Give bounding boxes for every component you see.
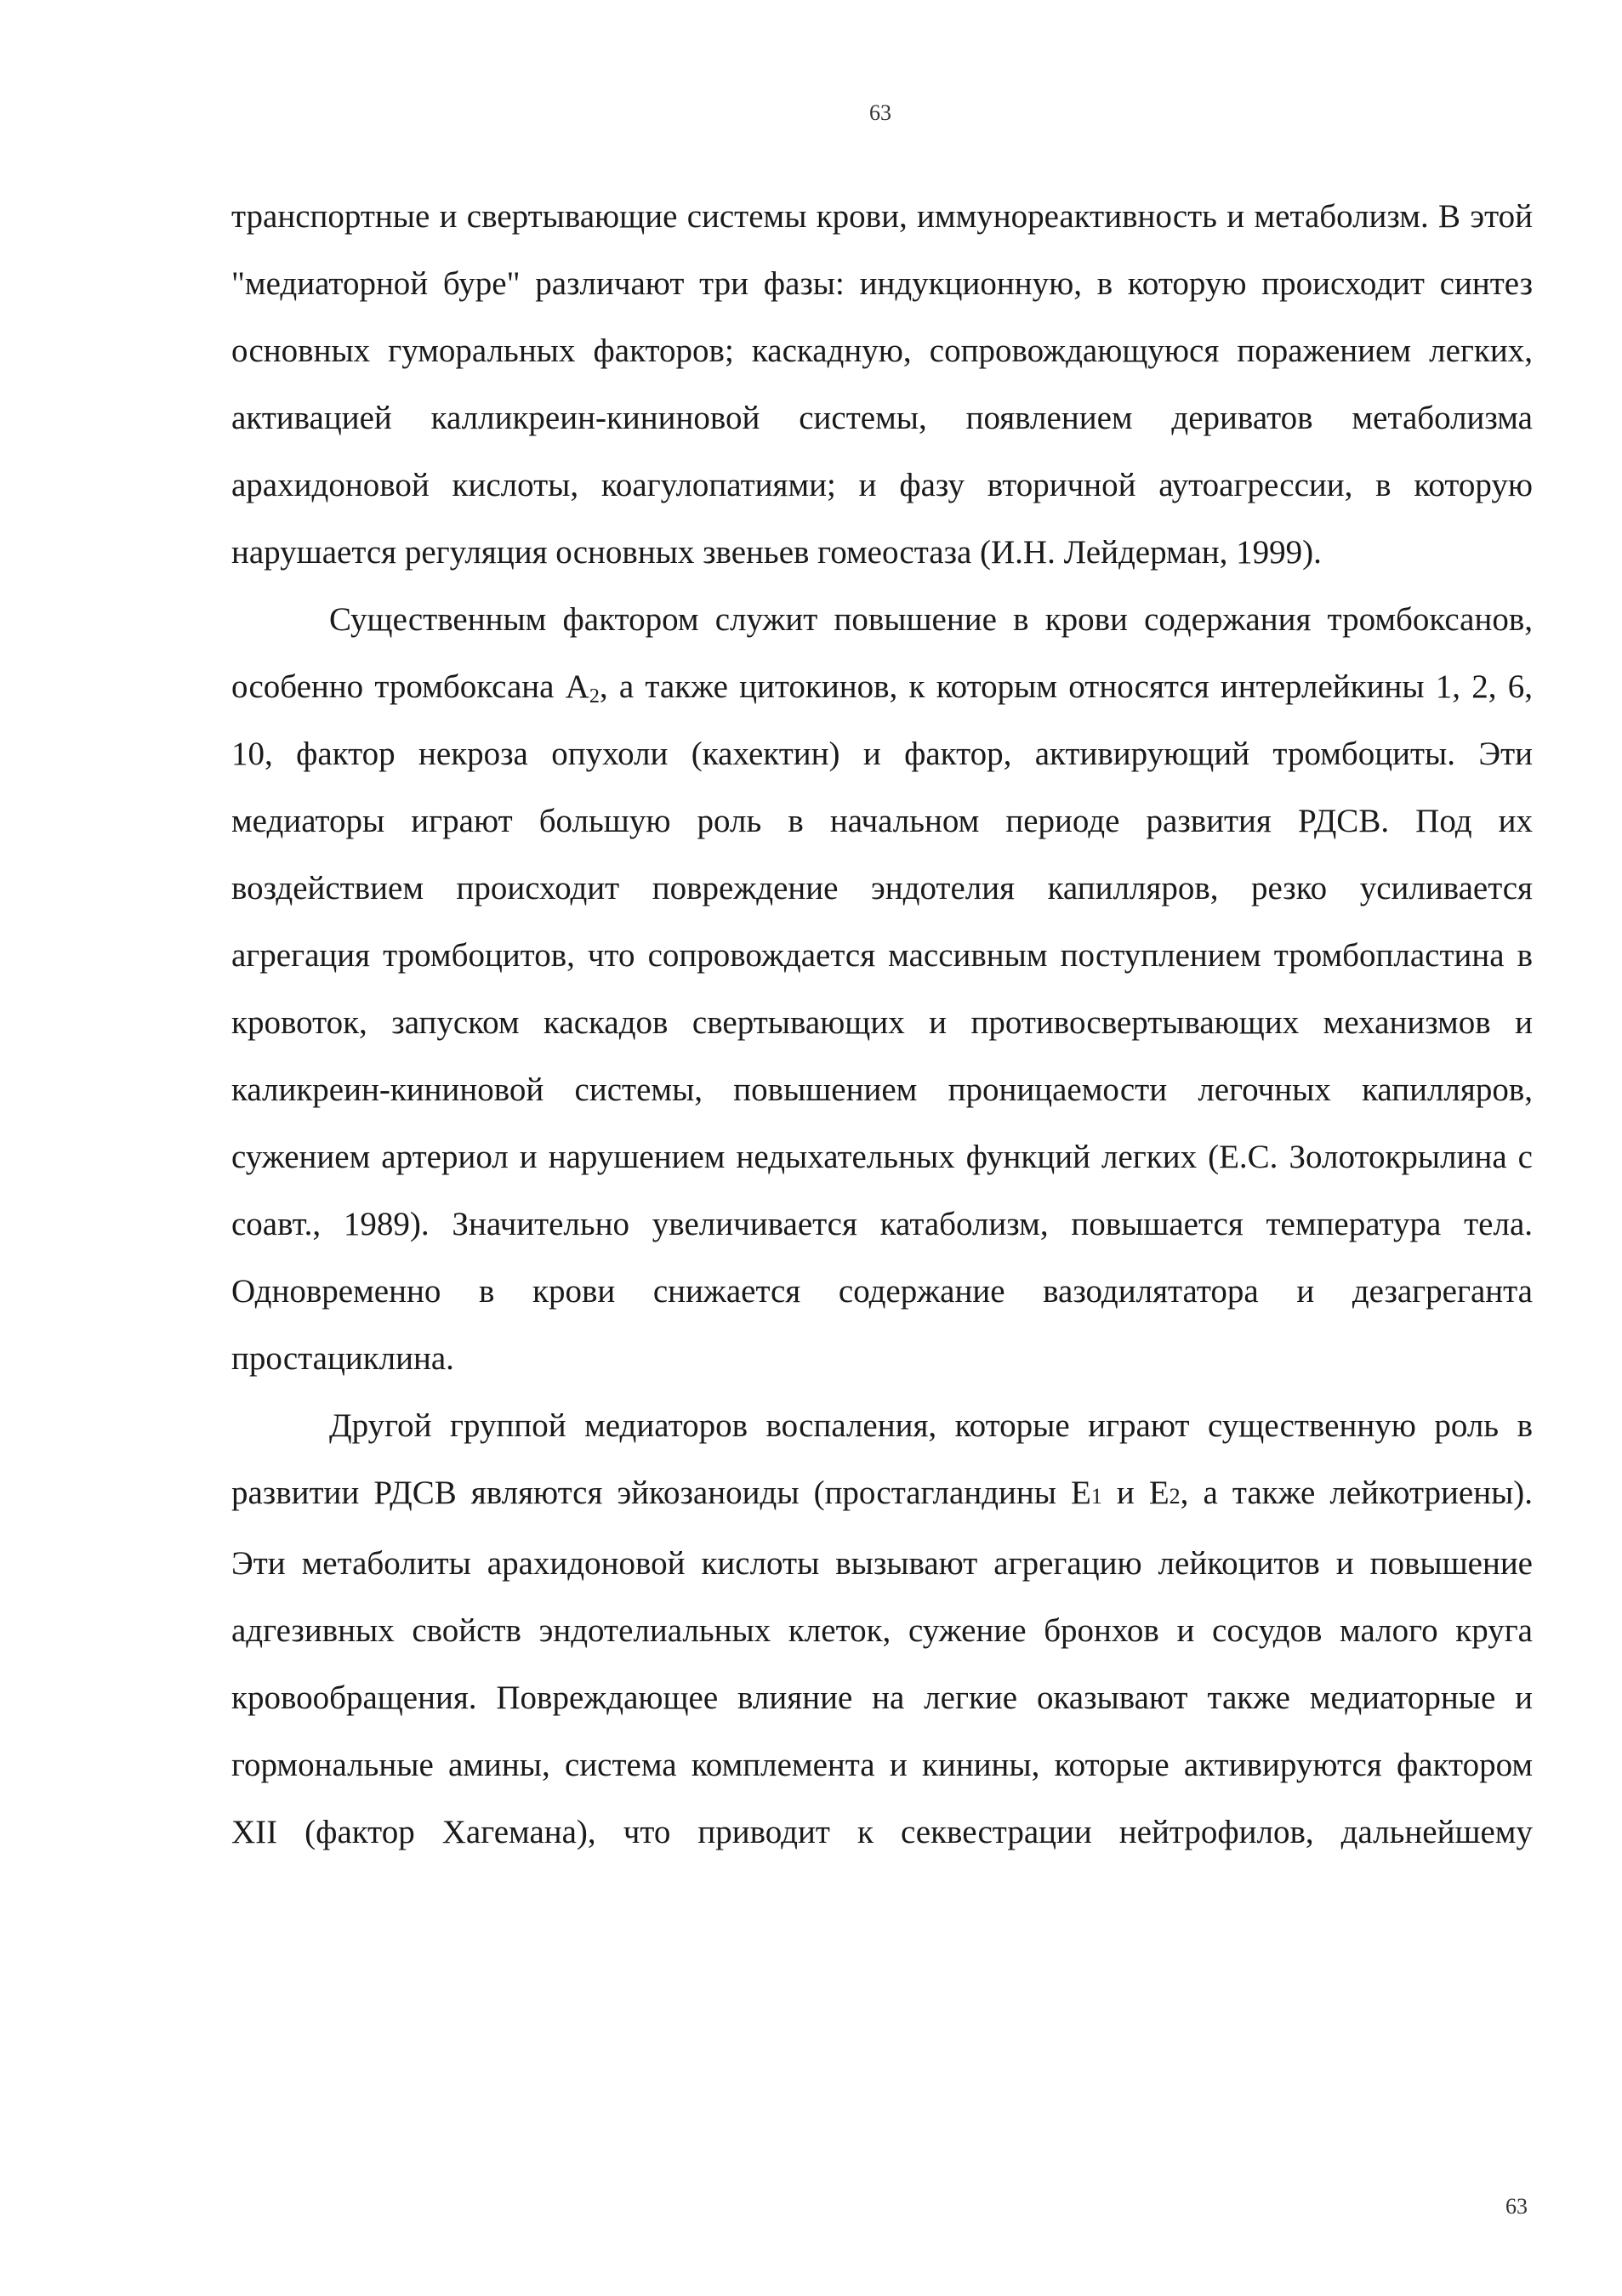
page-number-bottom: 63	[1505, 2194, 1528, 2219]
paragraph-2	[231, 586, 1533, 1392]
paragraph-1: транспортные и свертывающие системы крови, иммунореактивность и метаболизм. В этой "медиаторной буре" различают три фазы: индукционную, в которую происходит синтез основных гуморальных факторов; каскадную, сопровождающуюся поражением легких, активацией калликреин-кининовой системы, появлением дериватов метаболизма арахидоновой кислоты, коагулопатиями; и фазу вторичной аутоагрессии, в которую нарушается регуляция основных звеньев гомеостаза (И.Н. Лейдерман, 1999).	[231, 198, 1533, 571]
subscript-e2: 2	[1169, 1484, 1181, 1509]
document-body	[231, 183, 1533, 1866]
subscript-e1: 1	[1090, 1484, 1102, 1509]
subscript-2: 2	[589, 685, 600, 708]
paragraph-2-text-b: , а также цитокинов, к которым относятся интерлейкины 1, 2, 6, 10, фактор некроза опухоли (кахектин) и фактор, активирующий тромбоциты. Эти медиаторы играют большую роль в начальном периоде развития РДСВ. Под их воздействием происходит повреждение эндотелия капилляров, резко усиливается агрегация тромбоцитов, что сопровождается массивным поступлением тромбопластина в кровоток, запуском каскадов свертывающих и противосвертывающих механизмов и каликреин-кининовой системы, повышением проницаемости легочных капилляров, сужением артериол и нарушением недыхательных функций легких (Е.С. Золотокрылина с соавт., 1989). Значительно увеличивается катаболизм, повышается температура тела. Одновременно в крови снижается содержание вазодилятатора и дезагреганта простациклина.	[231, 668, 1533, 1377]
paragraph-3-text-a: Другой группой медиаторов воспаления, которые играют существенную роль в развитии РДСВ являются эйкозаноиды (простагландины Е	[231, 1407, 1533, 1511]
paragraph-3-text-c: , а также лейкотриены). Эти метаболиты арахидоновой кислоты вызывают агрегацию лейкоцитов и повышение адгезивных свойств эндотелиальных клеток, сужение бронхов и сосудов малого круга кровообращения. Повреждающее влияние на легкие оказывают также медиаторные и гормональные амины, система комплемента и кинины, которые активируются фактором XII (фактор Хагемана), что приводит к секвестрации нейтрофилов, дальнейшему	[231, 1475, 1534, 1850]
paragraph-3	[231, 1392, 1533, 1866]
paragraph-2-text-a: Существенным фактором служит повышение в крови содержания тромбоксанов, особенно тромбоксана А	[231, 601, 1533, 705]
paragraph-3-text-b: и Е	[1101, 1475, 1170, 1511]
page-number-top: 63	[869, 100, 891, 125]
